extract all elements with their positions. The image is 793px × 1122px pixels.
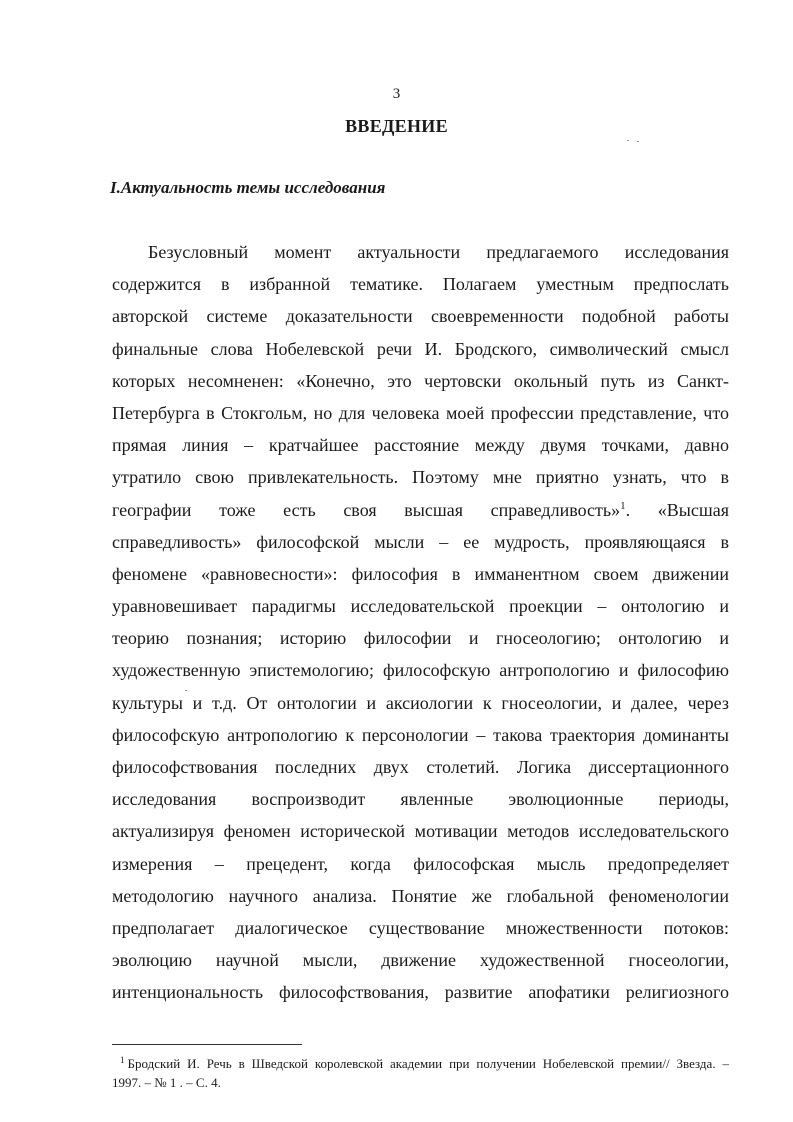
body-line: измерения – прецедент, когда философская мысль предопределяет xyxy=(112,853,729,874)
body-line: интенциональность философствования, развитие апофатики религиозного xyxy=(112,982,729,1003)
footnote-reference[interactable]: 1 xyxy=(620,499,626,512)
body-line: финальные слова Нобелевской речи И. Бродского, символический смысл xyxy=(112,338,729,359)
page-title: ВВЕДЕНИЕ xyxy=(345,116,448,136)
footnote-text: Бродский И. Речь в Шведской королевской академии при получении Нобелевской премии// Звезда. – xyxy=(127,1056,729,1071)
body-line: справедливость» философской мысли – ее мудрость, проявляющаяся в xyxy=(112,531,729,552)
body-line: авторской системе доказательности своевременности подобной работы xyxy=(112,306,729,327)
body-line: которых несомненен: «Конечно, это чертовски окольный путь из Санкт- xyxy=(112,370,729,391)
body-line: Петербурга в Стокгольм, но для человека моей профессии представление, что xyxy=(112,402,729,423)
footnote-separator xyxy=(112,1044,302,1045)
body-line-with-footnote-ref xyxy=(112,494,729,526)
body-line: методологию научного анализа. Понятие же глобальной феноменологии xyxy=(112,885,729,906)
body-line: исследования воспроизводит явленные эволюционные периоды, xyxy=(112,789,729,810)
body-line: теорию познания; историю философии и гносеологию; онтологию и xyxy=(112,628,729,649)
footnote xyxy=(112,1054,729,1092)
body-line-tail: . «Высшая xyxy=(625,499,729,520)
body-line: философствования последних двух столетий. Логика диссертационного xyxy=(112,757,729,777)
scan-speck xyxy=(185,690,187,691)
body-text xyxy=(112,236,729,1009)
body-line: эволюцию научной мысли, движение художественной гносеологии, xyxy=(112,950,729,971)
footnote-line: 1997. – № 1 . – С. 4. xyxy=(112,1075,221,1090)
page-number: 3 xyxy=(392,86,401,102)
scan-speck xyxy=(637,141,639,142)
body-line: содержится в избранной тематике. Полагаем уместным предпослать xyxy=(112,274,729,295)
footnote-line xyxy=(112,1054,729,1073)
body-line: феномене «равновесности»: философия в имманентном своем движении xyxy=(112,563,729,584)
body-line: прямая линия – кратчайшее расстояние между двумя точками, давно xyxy=(112,435,729,456)
body-line: предполагает диалогическое существование множественности потоков: xyxy=(112,917,729,938)
body-line: утратило свою привлекательность. Поэтому мне приятно узнать, что в xyxy=(112,467,729,488)
body-line: актуализируя феномен исторической мотивации методов исследовательского xyxy=(112,821,729,842)
body-line: художественную эпистемологию; философскую антропологию и философию xyxy=(112,660,729,681)
footnote-marker: 1 xyxy=(120,1055,125,1065)
body-line: философскую антропологию к персонологии – такова траектория доминанты xyxy=(112,724,729,745)
body-line: культуры и т.д. От онтологии и аксиологии к гносеологии, и далее, через xyxy=(112,692,729,713)
body-line-text: географии тоже есть своя высшая справедливость» xyxy=(112,499,621,520)
section-heading: I.Актуальность темы исследования xyxy=(110,178,386,197)
body-line: Безусловный момент актуальности предлагаемого исследования xyxy=(148,242,729,262)
body-line: уравновешивает парадигмы исследовательской проекции – онтологию и xyxy=(112,596,729,617)
scan-speck xyxy=(627,140,629,141)
